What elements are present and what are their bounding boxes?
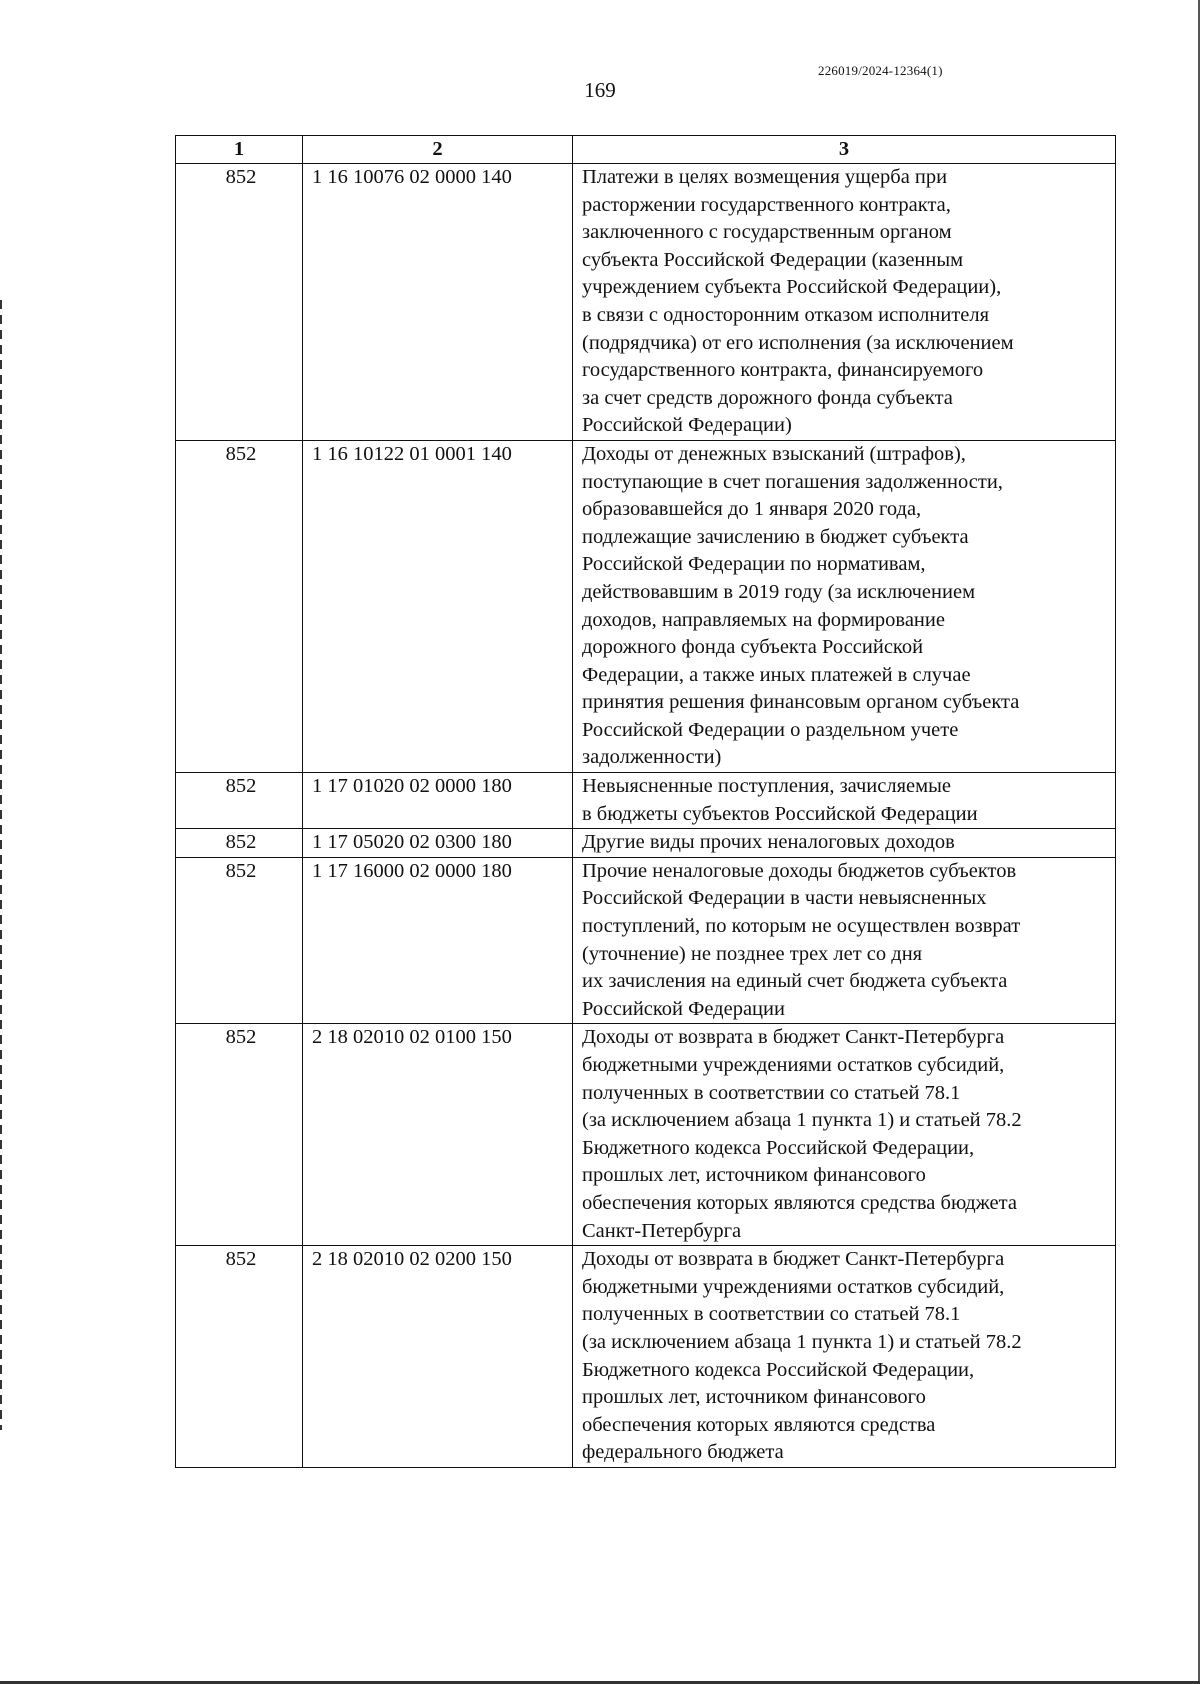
table-body	[176, 164, 1116, 1468]
admin-code-cell: 852	[176, 440, 303, 772]
table-row	[176, 1246, 1116, 1468]
description-cell: Доходы от возврата в бюджет Санкт-Петербурга бюджетными учреждениями остатков субсидий, полученных в соответствии со статьей 78.1 (за исключением абзаца 1 пункта 1) и статьей 78.2 Бюджетного кодекса Российской Федерации, прошлых лет, источником финансового обеспечения которых являются средства федерального бюджета	[573, 1246, 1116, 1468]
description-cell: Прочие неналоговые доходы бюджетов субъектов Российской Федерации в части невыясненных поступлений, по которым не осуществлен возврат (уточнение) не позднее трех лет со дня их зачисления на единый счет бюджета субъекта Российской Федерации	[573, 857, 1116, 1024]
revenue-code-cell: 1 17 05020 02 0300 180	[303, 829, 573, 858]
admin-code-cell: 852	[176, 857, 303, 1024]
revenue-codes-table	[175, 135, 1116, 1468]
admin-code-cell: 852	[176, 773, 303, 829]
description-cell: Невыясненные поступления, зачисляемые в бюджеты субъектов Российской Федерации	[573, 773, 1116, 829]
header-row	[176, 136, 1116, 164]
revenue-code-cell: 1 16 10122 01 0001 140	[303, 440, 573, 772]
table-row	[176, 164, 1116, 441]
admin-code-cell: 852	[176, 164, 303, 441]
revenue-code-cell: 1 16 10076 02 0000 140	[303, 164, 573, 441]
description-cell: Доходы от возврата в бюджет Санкт-Петербурга бюджетными учреждениями остатков субсидий, полученных в соответствии со статьей 78.1 (за исключением абзаца 1 пункта 1) и статьей 78.2 Бюджетного кодекса Российской Федерации, прошлых лет, источником финансового обеспечения которых являются средства бюджета Санкт-Петербурга	[573, 1024, 1116, 1246]
table-row	[176, 773, 1116, 829]
header-col-3: 3	[573, 136, 1116, 164]
document-registration-number: 226019/2024-12364(1)	[818, 63, 943, 78]
page-number: 169	[584, 78, 616, 102]
table-row	[176, 440, 1116, 772]
table-row	[176, 1024, 1116, 1246]
revenue-code-cell: 2 18 02010 02 0200 150	[303, 1246, 573, 1468]
header-col-2: 2	[303, 136, 573, 164]
description-cell: Доходы от денежных взысканий (штрафов), поступающие в счет погашения задолженности, образовавшейся до 1 января 2020 года, подлежащие зачислению в бюджет субъекта Российской Федерации по нормативам, действовавшим в 2019 году (за исключением доходов, направляемых на формирование дорожного фонда субъекта Российской Федерации, а также иных платежей в случае принятия решения финансовым органом субъекта Российской Федерации о раздельном учете задолженности)	[573, 440, 1116, 772]
table-row	[176, 829, 1116, 858]
revenue-code-cell: 1 17 01020 02 0000 180	[303, 773, 573, 829]
admin-code-cell: 852	[176, 1246, 303, 1468]
description-cell: Платежи в целях возмещения ущерба при расторжении государственного контракта, заключенного с государственным органом субъекта Российской Федерации (казенным учреждением субъекта Российской Федерации), в связи с односторонним отказом исполнителя (подрядчика) от его исполнения (за исключением государственного контракта, финансируемого за счет средств дорожного фонда субъекта Российской Федерации)	[573, 164, 1116, 441]
scan-edge-left	[0, 300, 2, 1430]
revenue-code-cell: 1 17 16000 02 0000 180	[303, 857, 573, 1024]
table-row	[176, 857, 1116, 1024]
admin-code-cell: 852	[176, 1024, 303, 1246]
header-col-1: 1	[176, 136, 303, 164]
description-cell: Другие виды прочих неналоговых доходов	[573, 829, 1116, 858]
revenue-code-cell: 2 18 02010 02 0100 150	[303, 1024, 573, 1246]
admin-code-cell: 852	[176, 829, 303, 858]
table-header	[176, 136, 1116, 164]
